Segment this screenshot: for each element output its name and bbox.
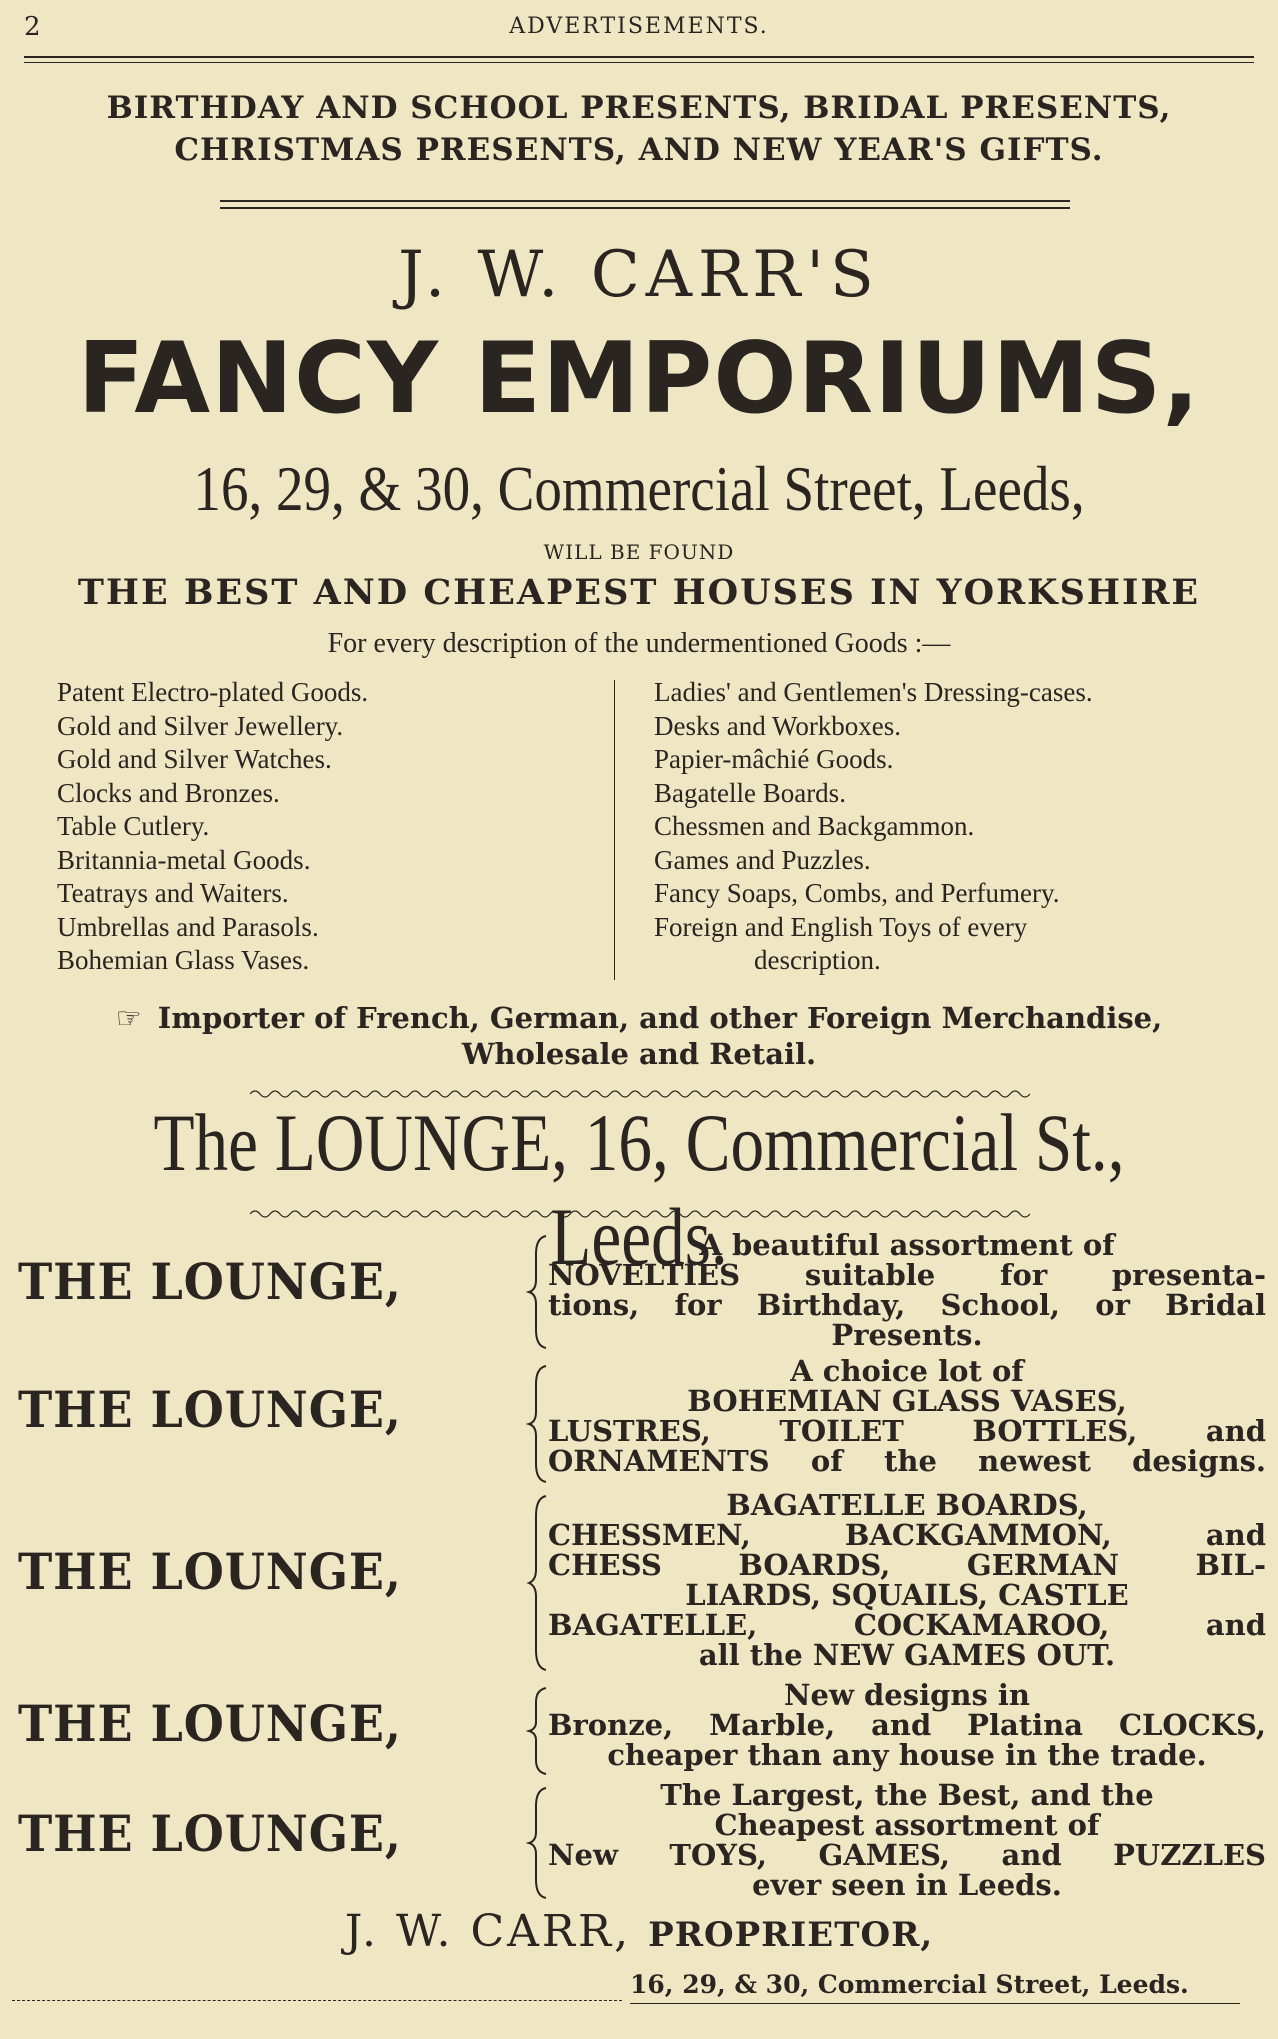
goods-list-right	[654, 676, 1234, 978]
goods-divider	[614, 680, 615, 980]
footer-address: 16, 29, & 30, Commercial Street, Leeds.	[630, 1970, 1189, 1999]
importer-line-1: Importer of French, German, and other Foreign Merchandise,	[157, 1001, 1163, 1035]
list-item: Patent Electro-plated Goods.	[57, 677, 369, 707]
lounge-block-1	[18, 1228, 1266, 1352]
goods-intro: For every description of the undermentioned Goods :—	[327, 628, 951, 659]
list-item: Desks and Workboxes.	[654, 710, 902, 741]
list-item: Clocks and Bronzes.	[57, 777, 280, 808]
footer-rule	[12, 2000, 622, 2001]
tagline: THE BEST AND CHEAPEST HOUSES IN YORKSHIRE	[77, 572, 1201, 613]
lounge-description: New designs in Bronze, Marble, and Platina CLOCKS, cheaper than any house in the trade.	[548, 1678, 1266, 1772]
brace-icon	[526, 1786, 550, 1900]
lounge-label: THE LOUNGE,	[18, 1542, 402, 1601]
will-be-found: WILL BE FOUND	[543, 540, 735, 564]
list-item: Fancy Soaps, Combs, and Perfumery.	[654, 878, 1060, 908]
page-number: 2	[24, 12, 41, 42]
list-item: Table Cutlery.	[57, 811, 210, 841]
list-item: Ladies' and Gentlemen's Dressing-cases.	[654, 677, 1093, 707]
pointing-hand-icon: ☞	[115, 1001, 142, 1035]
brace-icon	[526, 1364, 550, 1484]
business-title: FANCY EMPORIUMS,	[77, 322, 1201, 436]
list-item: Bagatelle Boards.	[654, 777, 846, 808]
lounge-block-5	[18, 1778, 1266, 1904]
list-item: Games and Puzzles.	[654, 844, 871, 875]
lounge-heading: The LOUNGE, 16, Commercial St., Leeds.	[153, 1097, 1125, 1282]
list-item: Teatrays and Waiters.	[57, 878, 289, 908]
lounge-description: BAGATELLE BOARDS, CHESSMEN, BACKGAMMON, and CHESS BOARDS, GERMAN BIL- LIARDS, SQUAILS, CASTLE BAGATELLE, COCKAMAROO, and all the NEW GAMES OUT.	[548, 1488, 1266, 1672]
list-item: Foreign and English Toys of every	[654, 911, 1028, 942]
importer-line-2: Wholesale and Retail.	[461, 1037, 817, 1071]
lounge-label: THE LOUNGE,	[18, 1694, 402, 1753]
brace-icon	[526, 1234, 550, 1350]
list-item: Papier-mâchié Goods.	[654, 744, 894, 774]
proprietor-name: J. W. CARR,	[344, 1906, 632, 1957]
goods-list-left	[57, 676, 617, 978]
footer-address-underline	[630, 2003, 1240, 2004]
brace-icon	[526, 1494, 550, 1672]
header-rule	[24, 56, 1254, 63]
list-item: description.	[754, 945, 881, 975]
lounge-label: THE LOUNGE,	[18, 1804, 402, 1863]
proprietor-role: PROPRIETOR,	[648, 1915, 934, 1955]
list-item: Gold and Silver Jewellery.	[57, 710, 344, 741]
running-head: ADVERTISEMENTS.	[509, 14, 769, 39]
lounge-description: A beautiful assortment of NOVELTIES suitable for presenta- tions, for Birthday, School, or Bridal Presents.	[548, 1228, 1266, 1352]
list-item: Bohemian Glass Vases.	[57, 945, 310, 975]
list-item: Britannia-metal Goods.	[57, 844, 311, 875]
list-item: Umbrellas and Parasols.	[57, 911, 319, 942]
lounge-block-4	[18, 1678, 1266, 1780]
proprietor-name-title: J. W. CARR'S	[398, 238, 880, 312]
list-item: Gold and Silver Watches.	[57, 744, 332, 774]
lounge-block-2	[18, 1354, 1266, 1486]
page-header	[24, 10, 1254, 50]
list-item: Chessmen and Backgammon.	[654, 811, 975, 841]
lounge-description: The Largest, the Best, and the Cheapest assortment of New TOYS, GAMES, and PUZZLES ever seen in Leeds.	[548, 1778, 1266, 1902]
title-rule	[220, 200, 1070, 209]
proprietor-line	[0, 1906, 1278, 1957]
lounge-description: A choice lot of BOHEMIAN GLASS VASES, LUSTRES, TOILET BOTTLES, and ORNAMENTS of the newest designs.	[548, 1354, 1266, 1478]
importer-notice	[12, 1000, 1266, 1072]
lounge-label: THE LOUNGE,	[18, 1252, 402, 1311]
brace-icon	[526, 1686, 550, 1776]
wavy-rule-bottom	[250, 1208, 1030, 1220]
presents-line-2: CHRISTMAS PRESENTS, AND NEW YEAR'S GIFTS.	[174, 132, 1104, 168]
lounge-label: THE LOUNGE,	[18, 1380, 402, 1439]
presents-line-1: BIRTHDAY AND SCHOOL PRESENTS, BRIDAL PRESENTS,	[106, 90, 1172, 126]
business-address: 16, 29, & 30, Commercial Street, Leeds,	[193, 453, 1085, 524]
lounge-block-3	[18, 1488, 1266, 1676]
